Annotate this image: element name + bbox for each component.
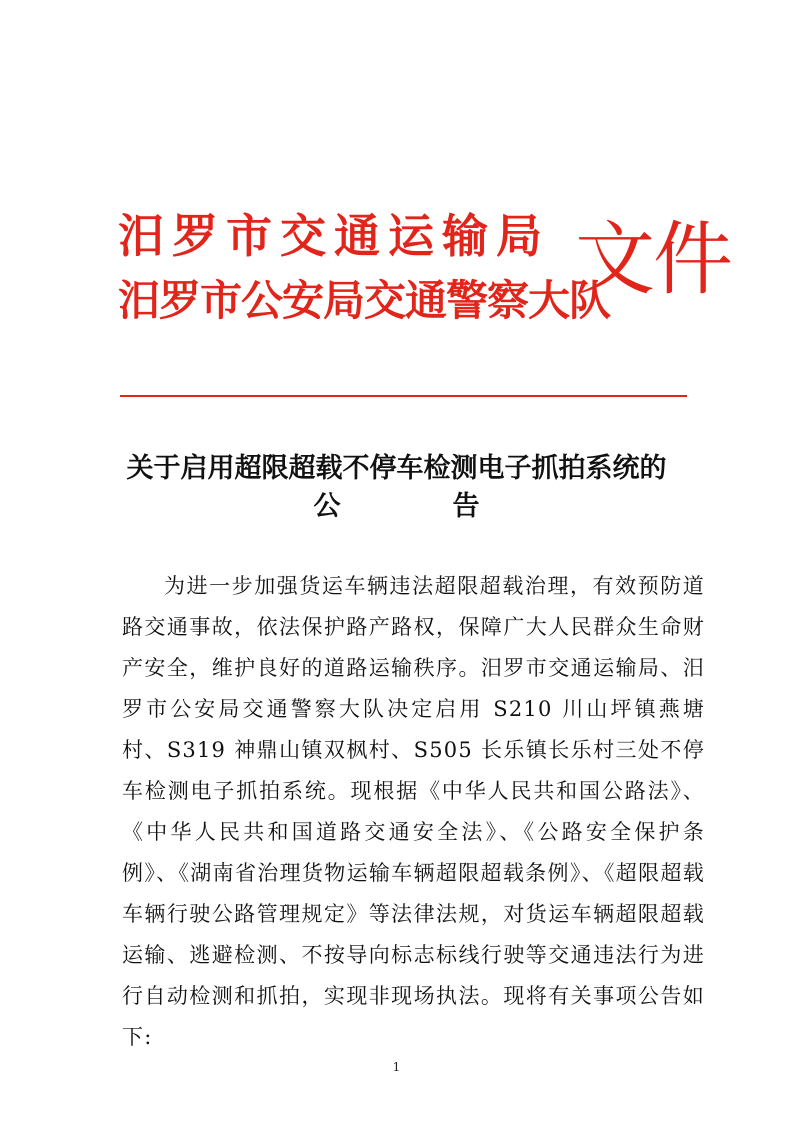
document-type-word: 文件 <box>575 213 731 306</box>
notice-title-char-gong: 公 <box>313 491 341 522</box>
body-paragraph: 为进一步加强货运车辆违法超限超载治理，有效预防道路交通事故，依法保护路产路权，保障广大人民群众生命财产安全，维护良好的道路运输秩序。汨罗市交通运输局、汨罗市公安局交通警察大队决定启用 S210 川山坪镇燕塘村、S319 神鼎山镇双枫村、S505 长乐镇长乐村三处不停车检测电子抓拍系统。现根据《中华人民共和国公路法》、《中华人民共和国道路交通安全法》、《公路安全保护条例》、《湖南省治理货物运输车辆超限超载条例》、《超限超载车辆行驶公路管理规定》等法律法规，对货运车辆超限超载运输、逃避检测、不按导向标志标线行驶等交通违法行为进行自动检测和抓拍，实现非现场执法。现将有关事项公告如下: <box>122 574 705 1049</box>
issuing-org-traffic-police: 汨罗市公安局交通警察大队 <box>118 276 611 325</box>
notice-title-char-gao: 告 <box>452 491 480 522</box>
notice-title: 关于启用超限超载不停车检测电子抓拍系统的 <box>126 453 667 484</box>
page-number: 1 <box>392 1060 401 1074</box>
notice-title-line2 <box>80 484 713 523</box>
document-body <box>122 566 705 1058</box>
document-header <box>118 200 731 340</box>
issuing-org-transport-bureau: 汨罗市交通运输局 <box>118 209 550 263</box>
header-divider <box>120 395 687 397</box>
